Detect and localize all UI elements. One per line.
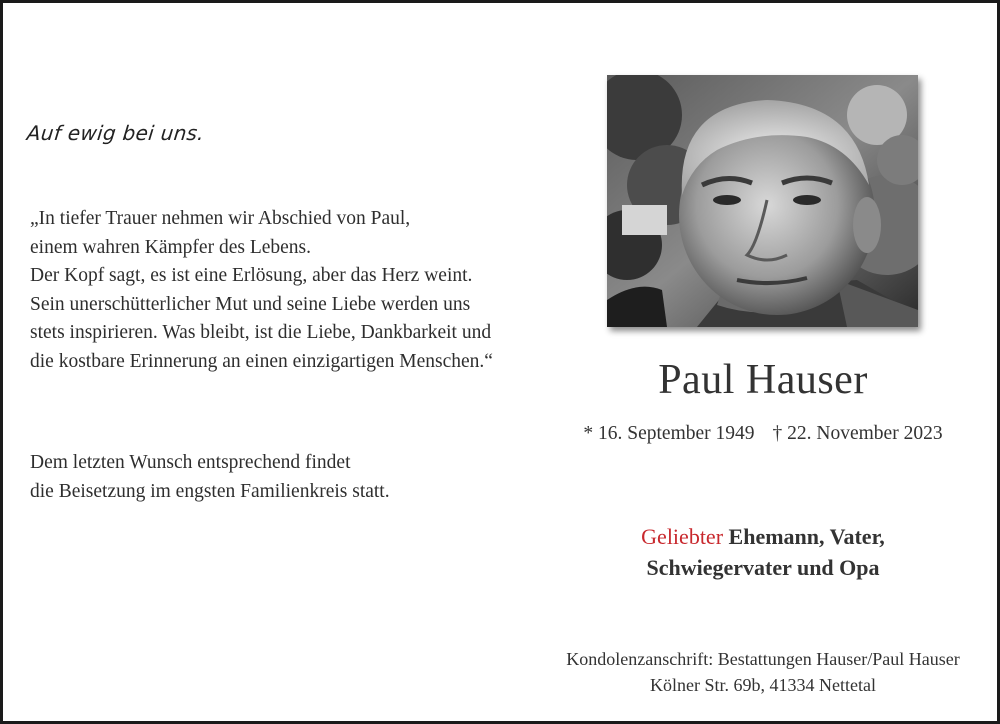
- wish-line: Dem letzten Wunsch entsprechend findet: [30, 452, 351, 473]
- roles-line2: Schwiegervater und Opa: [646, 555, 880, 580]
- quote-line: stets inspirieren. Was bleibt, ist die Liebe, Dankbarkeit und: [30, 322, 492, 343]
- death-date: † 22. November 2023: [772, 423, 943, 444]
- portrait-photo: [607, 75, 918, 327]
- motto-heading: Auf ewig bei uns.: [25, 121, 206, 145]
- quote-line: „In tiefer Trauer nehmen wir Abschied von Paul,: [30, 208, 411, 229]
- funeral-wish-block: [30, 449, 390, 506]
- life-dates: [578, 423, 948, 445]
- address-line: Kondolenzanschrift: Bestattungen Hauser/Paul Hauser: [566, 649, 960, 669]
- wish-line: die Beisetzung im engsten Familienkreis statt.: [30, 480, 390, 502]
- address-line: Kölner Str. 69b, 41334 Nettetal: [650, 675, 876, 695]
- birth-date: * 16. September 1949: [583, 423, 755, 444]
- family-roles: [578, 521, 948, 583]
- roles-line1: Ehemann, Vater,: [723, 524, 885, 549]
- quote-line: Der Kopf sagt, es ist eine Erlösung, aber das Herz weint.: [30, 265, 473, 286]
- quote-line: Sein unerschütterlicher Mut und seine Liebe werden uns: [30, 293, 471, 315]
- roles-accent-word: Geliebter: [641, 524, 724, 549]
- quote-line: die kostbare Erinnerung an einen einzigartigen Menschen.“: [30, 350, 493, 372]
- deceased-name: Paul Hauser: [658, 357, 868, 403]
- quote-line: einem wahren Kämpfer des Lebens.: [30, 236, 312, 258]
- quote-block: [30, 205, 575, 376]
- condolence-address: [523, 646, 1000, 698]
